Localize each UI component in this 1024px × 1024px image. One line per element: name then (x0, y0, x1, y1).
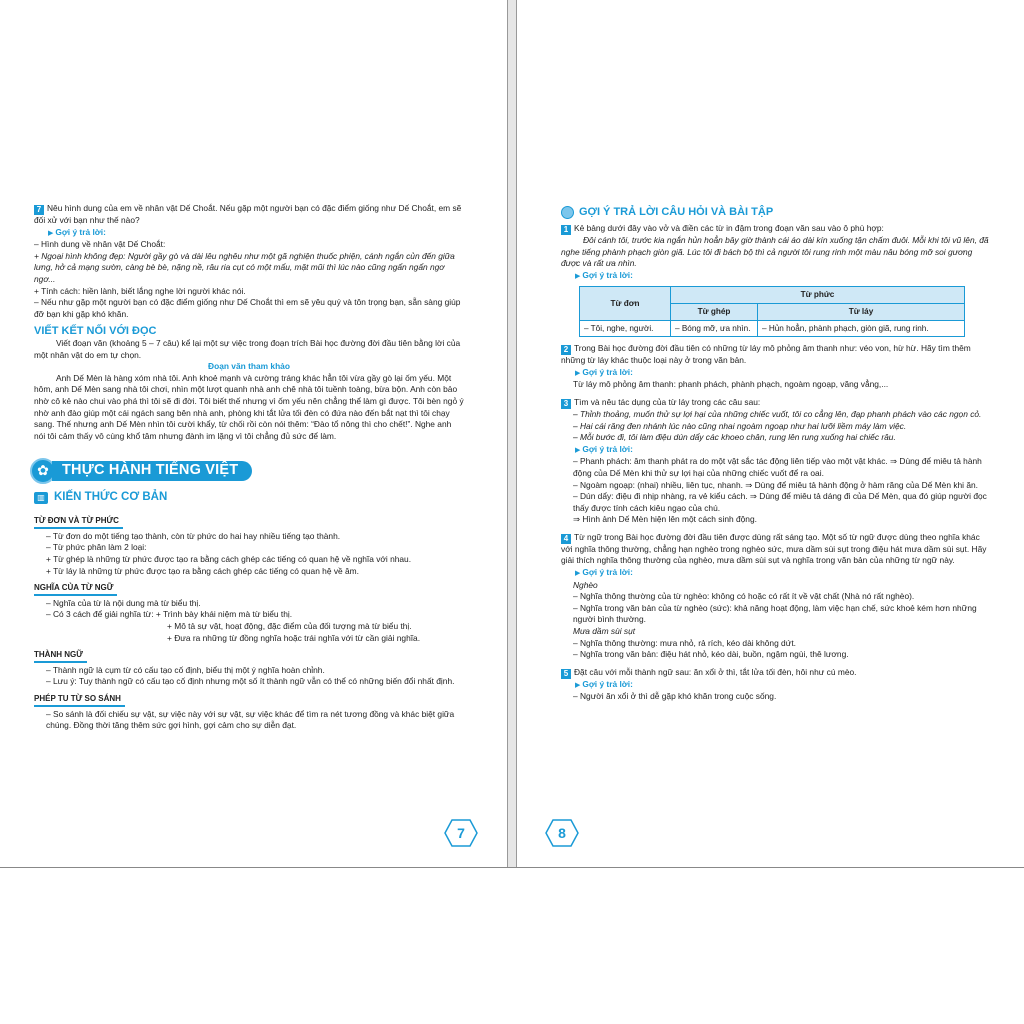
right-column (561, 206, 993, 703)
question-2 (561, 343, 993, 367)
write-heading: VIẾT KẾT NỐI VỚI ĐỌC (34, 325, 157, 338)
word-classification-table (579, 286, 965, 337)
example-line: – Mỗi bước đi, tôi làm điệu dún dẩy các khoeo chân, rung lên rung xuống hai chiếc râu. (573, 432, 896, 443)
block-line: + Đưa ra những từ đồng nghĩa hoặc trái nghĩa với từ cần giải nghĩa. (167, 632, 421, 643)
answer-line: – Hình dung về nhân vật Dế Choắt: (34, 239, 166, 250)
block-line: – Lưu ý: Tuy thành ngữ có cấu tạo cố định nhưng một số ít thành ngữ vẫn có thể có những biến đổi nhất định. (46, 676, 455, 687)
page-bottom-edge (0, 867, 1024, 868)
hint-label: ▶ Gợi ý trả lời: (575, 567, 993, 580)
answers-title: GỢI Ý TRẢ LỜI CÂU HỎI VÀ BÀI TẬP (579, 205, 774, 218)
question-number-badge: 4 (561, 534, 571, 544)
table-cell: – Hủn hoẳn, phành phạch, giòn giã, rung rinh. (758, 320, 965, 337)
block-label: THÀNH NGỮ (34, 649, 87, 663)
knowledge-title: KIẾN THỨC CƠ BẢN (54, 491, 168, 504)
question-number-badge: 1 (561, 225, 571, 235)
block-label: TỪ ĐƠN VÀ TỪ PHỨC (34, 515, 123, 529)
answer-line: – Người ăn xổi ở thì dễ gặp khó khăn trong cuộc sống. (573, 691, 777, 702)
hint-label: ▶ Gợi ý trả lời: (575, 270, 993, 283)
answer-line: – Phanh phách: âm thanh phát ra do một vật sắc tác động liên tiếp vào một vật khác. ⇒ Dùng để miêu tả hành động của Dế Mèn khi thử sự lợi hại của những chiếc vuốt để ra oai. (573, 456, 982, 478)
gear-icon: ✿ (30, 458, 56, 484)
example-line: – Thỉnh thoảng, muốn thử sự lợi hại của những chiếc vuốt, tôi co cẳng lên, đạp phanh phách vào các ngọn cỏ. (573, 408, 982, 419)
hint-label: ▶ Gợi ý trả lời: (575, 444, 993, 457)
question-1 (561, 223, 993, 235)
table-cell: – Tôi, nghe, người. (580, 320, 671, 337)
left-page (0, 0, 507, 868)
question-text: Đặt câu với mỗi thành ngữ sau: ăn xổi ở thì, tắt lửa tối đèn, hôi như cú mèo. (574, 666, 857, 677)
answer-line: – Nghĩa thông thường của từ nghèo: không có hoặc có rất ít về vật chất (Nhà nó rất nghèo). (573, 591, 915, 602)
answer-line: – Dún dẩy: điệu đi nhịp nhàng, ra vẻ kiểu cách. ⇒ Dùng để miêu tả dáng đi của Dế Mèn, qua đó giúp người đọc thấy được tính cách kiêu ngạo của chú. (573, 491, 987, 513)
answer-line: – Nghĩa trong văn bản: điệu hát nhỏ, kéo dài, buồn, ngậm ngùi, thê lương. (573, 649, 849, 660)
question-7 (34, 203, 464, 227)
table-header: Từ đơn (580, 287, 671, 320)
answer-line: Từ láy mô phỏng âm thanh: phanh phách, phành phạch, ngoàm ngoạp, văng vẳng,... (573, 379, 889, 390)
question-text: Nêu hình dung của em về nhân vật Dế Choắt. Nếu gặp một người bạn có đặc điểm giống như Dế Choắt, em sẽ đối xử với bạn như thế nào? (34, 203, 462, 225)
block-line: + Mô tả sự vật, hoạt động, đặc điểm của đối tượng mà từ biểu thị. (167, 621, 412, 632)
example-line: – Hai cái răng đen nhánh lúc nào cũng nhai ngoàm ngoạp như hai lưỡi liềm máy làm việc. (573, 420, 907, 431)
hint-label: ▶ Gợi ý trả lời: (48, 227, 464, 240)
page-number-badge (545, 819, 579, 847)
block-line: – Có 3 cách để giải nghĩa từ: + Trình bày khái niệm mà từ biểu thị. (46, 609, 293, 620)
answer-line: – Ngoàm ngoạp: (nhai) nhiều, liên tục, nhanh. ⇒ Dùng để miêu tả hành động ở hàm răng của Dế Mèn khi ăn. (573, 479, 978, 490)
left-column (34, 203, 464, 732)
block-label: PHÉP TU TỪ SO SÁNH (34, 693, 125, 707)
book-icon: ▥ (34, 492, 48, 504)
passage: Đôi cánh tôi, trước kia ngắn hủn hoẳn bây giờ thành cái áo dài kín xuống tận chấm đuôi. Mỗi khi tôi vũ lên, đã nghe tiếng phành phạch giòn giã. Lúc tôi đi bách bộ thì cả người tôi rung rinh một màu nâu bóng mỡ soi gương được và rất ưa nhìn. (561, 235, 989, 269)
answer-line: + Ngoại hình không đẹp: Người gầy gò và dài lêu nghêu như một gã nghiện thuốc phiện, cánh ngắn củn đến giữa lưng, hở cả mạng sườn, càng bè bè, nặng nề, râu ria cụt có một mẩu, mặt mũi thì lúc nào cũng ngẩn ngẩn ngơ ngơ... (34, 250, 455, 284)
block-line: + Từ láy là những từ phức được tạo ra bằng cách ghép các tiếng có quan hệ về âm. (46, 565, 359, 576)
book-spine (507, 0, 517, 868)
lightbulb-icon (561, 206, 574, 219)
page-number-badge (444, 819, 478, 847)
block-line: – Nghĩa của từ là nội dung mà từ biểu thị. (46, 597, 201, 608)
table-header: Từ phức (671, 287, 965, 304)
right-page (517, 0, 1024, 868)
question-4 (561, 532, 993, 567)
question-text: Từ ngữ trong Bài học đường đời đầu tiên được dùng rất sáng tạo. Một số từ ngữ được dùng theo nghĩa khác với nghĩa thông thường, chẳng hạn nghèo trong nghèo sức, mưa dầm sùi sụt trong điệu hát mưa dầm sùi sụt. Hãy giải thích nghĩa thông thường của nghèo, mưa dầm sùi sụt và nghĩa trong văn bản của những từ ngữ này. (561, 531, 987, 566)
table-header: Từ láy (758, 303, 965, 320)
answer-line: – Nghĩa thông thường: mưa nhỏ, rả rích, kéo dài không dứt. (573, 637, 796, 648)
question-number-badge: 7 (34, 205, 44, 215)
section-banner (30, 458, 464, 484)
block-line: + Từ ghép là những từ phức được tạo ra bằng cách ghép các tiếng có quan hệ về nghĩa với nhau. (46, 554, 412, 565)
question-text: Tìm và nêu tác dụng của từ láy trong các câu sau: (574, 396, 761, 407)
question-5 (561, 667, 993, 679)
question-number-badge: 3 (561, 399, 571, 409)
answer-subhead: Mưa dầm sùi sụt (573, 626, 636, 637)
answer-line: – Nghĩa trong văn bản của từ nghèo (sức): khả năng hoạt động, làm việc hạn chế, sức khoẻ kém hơn những người bình thường. (573, 602, 977, 625)
table-cell: – Bóng mỡ, ưa nhìn. (671, 320, 758, 337)
table-header: Từ ghép (671, 303, 758, 320)
sample-paragraph: Anh Dế Mèn là hàng xóm nhà tôi. Anh khoẻ mạnh và cường tráng khác hẳn tôi vừa gầy gò lại ốm yếu. Một hôm, anh Dế Mèn sang nhà tôi chơi, nhìn một lượt quanh nhà anh chê nhà tôi tuềnh toàng, bừa bộn. Anh còn bảo nhờ cô kẻ nào chui vào phá thì tôi sẽ đi đời. Tôi biết thế nhưng vì ốm yếu nên chẳng thể làm gì được. Tôi bèn ngỏ ý nhờ anh đào giúp một cái ngách sang bên nhà anh, phòng khi tắt lửa tối đèn có đứa nào đến bắt nạt thì tôi chạy sang. Thế nhưng anh Dế Mèn nhìn tôi cười khẩy, từ chối rồi còn nói thêm: “Đào tổ nông thì cho chết!”. Nghe anh nói tôi cảm thấy vô cùng khổ tâm nhưng đành im lặng vì tôi chẳng đủ sức để làm. (34, 372, 464, 441)
sample-title: Đoạn văn tham khảo (208, 361, 290, 372)
question-number-badge: 5 (561, 669, 571, 679)
answer-line: + Tính cách: hiền lành, biết lắng nghe lời người khác nói. (34, 285, 246, 296)
answer-subhead: Nghèo (573, 579, 598, 590)
hint-label: ▶ Gợi ý trả lời: (575, 679, 993, 692)
page-number: 8 (558, 825, 566, 841)
answer-line: – Nếu như gặp một người bạn có đặc điểm giống như Dế Choắt thì em sẽ yêu quý và tôn trọng bạn, sẵn sàng giúp đỡ bạn khi gặp khó khăn. (34, 297, 461, 319)
question-text: Trong Bài học đường đời đầu tiên có những từ láy mô phỏng âm thanh như: véo von, hừ hừ. Hãy tìm thêm những từ láy khác thuộc loại này ở trong văn bản. (561, 343, 971, 366)
question-text: Kẻ bảng dưới đây vào vở và điền các từ in đậm trong đoạn văn sau vào ô phù hợp: (574, 223, 884, 233)
page-number: 7 (457, 825, 465, 841)
hint-label: ▶ Gợi ý trả lời: (575, 367, 993, 380)
question-3 (561, 397, 993, 409)
question-number-badge: 2 (561, 345, 571, 355)
answers-heading (561, 206, 993, 219)
knowledge-heading (34, 492, 464, 504)
write-prompt: Viết đoạn văn (khoảng 5 – 7 câu) kể lại một sự việc trong đoạn trích Bài học đường đời đầu tiên bằng lời của một nhân vật do em tự chọn. (34, 337, 461, 360)
block-line: – So sánh là đối chiếu sự vật, sự việc này với sự vật, sự việc khác để tìm ra nét tương đồng và khác biệt giữa chúng. Đồng thời tăng thêm sức gợi hình, gợi cảm cho sự diễn đạt. (46, 708, 455, 731)
banner-title: THỰC HÀNH TIẾNG VIỆT (52, 461, 252, 481)
block-line: – Từ đơn do một tiếng tạo thành, còn từ phức do hai hay nhiều tiếng tạo thành. (46, 530, 341, 541)
block-label: NGHĨA CỦA TỪ NGỮ (34, 582, 117, 596)
answer-line: ⇒ Hình ảnh Dế Mèn hiện lên một cách sinh động. (573, 514, 757, 525)
block-line: – Thành ngữ là cụm từ có cấu tạo cố định, biểu thị một ý nghĩa hoàn chỉnh. (46, 664, 325, 675)
block-line: – Từ phức phân làm 2 loại: (46, 542, 147, 553)
